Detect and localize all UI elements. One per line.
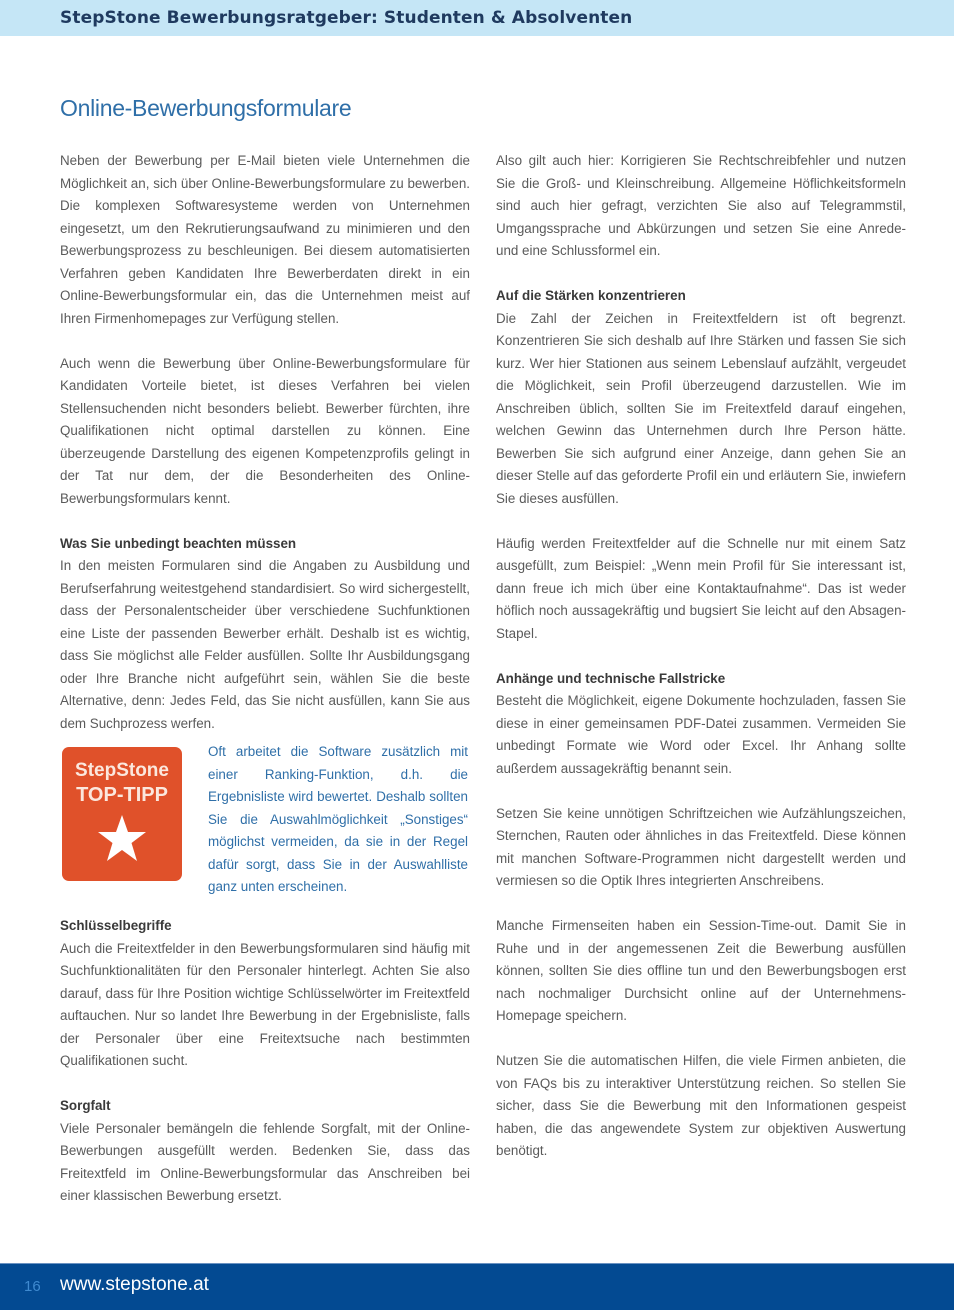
header-title: StepStone Bewerbungsratgeber: Studenten & Absolventen — [60, 8, 633, 28]
section-text: In den meisten Formularen sind die Angaben zu Ausbildung und Berufserfahrung weitestgehend standardisiert. So wird sichergestellt, dass der Personalentscheider über verschiedene Suchfunktionen eine Liste der passenden Bewerber erhält. Deshalb ist es wichtig, dass Sie möglichst alle Felder ausfüllen. Sollte Ihr Ausbildungsgang oder Ihre Branche nicht aufgeführt sein, wählen Sie die beste Alternative, denn: Jedes Feld, das Sie nicht ausfüllen, kann Sie aus dem Suchprozess werfen. — [60, 558, 470, 731]
paragraph: Setzen Sie keine unnötigen Schriftzeichen wie Aufzählungszeichen, Sternchen, Rauten oder ähnliches in das Freitextfeld. Diese können mit manchen Software-Programmen nicht dargestellt werden und vermiesen so die Optik Ihres integrierten Anschreibens. — [496, 805, 906, 888]
paragraph: Auch wenn die Bewerbung über Online-Bewerbungsformulare für Kandidaten Vorteile bietet, ist dieses Verfahren bei vielen Stellensuchenden nicht besonders beliebt. Bewerber fürchten, ihre Qualifikationen nicht optimal darstellen zu können. Eine überzeugende Darstellung des eigenen Kompetenzprofils gelingt in der Tat nur dem, der die Besonderheiten des Online-Bewerbungsformulars kennt. — [60, 355, 470, 506]
right-column — [496, 150, 906, 1163]
top-tipp-badge — [62, 747, 182, 881]
section-text: Die Zahl der Zeichen in Freitextfeldern ist oft begrenzt. Konzentrieren Sie sich deshalb auf Ihre Stärken und fassen Sie sich kurz. Wer hier Stationen aus seinem Lebenslauf aufzählt, vergeudet die Möglichkeit, sein Profil überzeugend darzustellen. Wie im Anschreiben üblich, sollten Sie im Freitextfeld darauf eingehen, welchen Gewinn das Unternehmen durch Ihre Person hätte. Bewerben Sie sich aufgrund einer Anzeige, dann gehen Sie an dieser Stelle auf das geforderte Profil ein und erläutern Sie, inwiefern Sie dieses ausfüllen. — [496, 310, 906, 506]
top-tipp-box — [60, 735, 470, 915]
intro-paragraph: Neben der Bewerbung per E-Mail bieten viele Unternehmen die Möglichkeit an, sich über Online-Bewerbungsformulare zu bewerben. Die komplexen Softwaresysteme werden von Unternehmen eingesetzt, um den Rekrutierungsaufwand zu minimieren und den Bewerbungsprozess zu beschleunigen. Bei diesem automatisierten Verfahren geben Kandidaten Ihre Bewerberdaten direkt in ein Online-Bewerbungsformular ein, das die Unternehmen meist auf Ihren Firmenhomepages zur Verfügung stellen. — [60, 153, 470, 326]
paragraph: Nutzen Sie die automatischen Hilfen, die viele Firmen anbieten, die von FAQs bis zu interaktiver Unterstützung reichen. So stellen Sie sicher, dass Sie die Bewerbung mit den Informationen gespeist haben, die das angewendete System zur objektiven Auswertung benötigt. — [496, 1053, 906, 1158]
footer-url-link[interactable]: www.stepstone.at — [60, 1274, 209, 1295]
footer-band — [0, 1263, 954, 1310]
page-number: 16 — [24, 1278, 41, 1295]
section-text: Viele Personaler bemängeln die fehlende Sorgfalt, mit der Online-Bewerbungen ausgefüllt werden. Bedenken Sie, dass das Freitextfeld im Online-Bewerbungsformular das Anschreiben bei einer klassischen Bewerbung ersetzt. — [60, 1120, 470, 1203]
section-heading: Schlüsselbegriffe — [60, 918, 172, 933]
paragraph: Also gilt auch hier: Korrigieren Sie Rechtschreibfehler und nutzen Sie die Groß- und Kleinschreibung. Allgemeine Höflichkeitsformeln sind auch hier gefragt, verzichten Sie also auf Telegrammstil, Umgangssprache und Abkürzungen und setzen Sie eine Anrede- und eine Schlussformel ein. — [496, 153, 906, 258]
left-column — [60, 150, 470, 1208]
header-band — [0, 0, 954, 36]
tip-text: Oft arbeitet die Software zusätzlich mit einer Ranking-Funktion, d.h. die Ergebnisliste wird bewertet. Deshalb sollten Sie die Auswahlmöglichkeit „Sonstiges“ möglichst vermeiden, da sie in der Regel dafür sorgt, dass Sie in der Auswahlliste ganz unten erscheinen. — [208, 744, 468, 894]
badge-label: TOP-TIPP — [76, 784, 168, 806]
paragraph: Häufig werden Freitextfelder auf die Schnelle nur mit einem Satz ausgefüllt, zum Beispiel: „Wenn mein Profil für Sie interessant ist, dann freue ich mich über eine Kontaktaufnahme“. Das ist weder höflich noch aussagekräftig und bugsiert Sie leicht auf den Absagen-Stapel. — [496, 535, 906, 641]
section-heading: Auf die Stärken konzentrieren — [496, 288, 686, 303]
paragraph: Manche Firmenseiten haben ein Session-Time-out. Damit Sie in Ruhe und in der angemessenen Zeit die Bewerbung ausfüllen können, sollten Sie dies offline tun und den Bewerbungsbogen erst nach nochmaliger Durchsicht online auf der Unternehmens-Homepage speichern. — [496, 918, 906, 1023]
section-text: Auch die Freitextfelder in den Bewerbungsformularen sind häufig mit Suchfunktionalitäten für den Personaler hinterlegt. Achten Sie also darauf, dass für Ihre Position wichtige Schlüsselwörter im Freitextfeld auftauchen. Nur so landet Ihre Bewerbung in der Ergebnisliste, falls der Personaler über eine Freitextsuche nach bestimmten Qualifikationen sucht. — [60, 940, 470, 1068]
page-title: Online-Bewerbungsformulare — [60, 95, 352, 121]
section-heading: Sorgfalt — [60, 1098, 111, 1113]
section-text: Besteht die Möglichkeit, eigene Dokumente hochzuladen, fassen Sie diese in einer gemeinsamen PDF-Datei zusammen. Vermeiden Sie unbedingt Formate wie Word oder Excel. Ihr Anhang sollte außerdem aussagekräftig benannt sein. — [496, 693, 906, 776]
section-heading: Was Sie unbedingt beachten müssen — [60, 535, 297, 551]
section-heading: Anhänge und technische Fallstricke — [496, 670, 726, 686]
star-icon — [96, 813, 148, 863]
badge-brand: StepStone — [75, 760, 169, 781]
